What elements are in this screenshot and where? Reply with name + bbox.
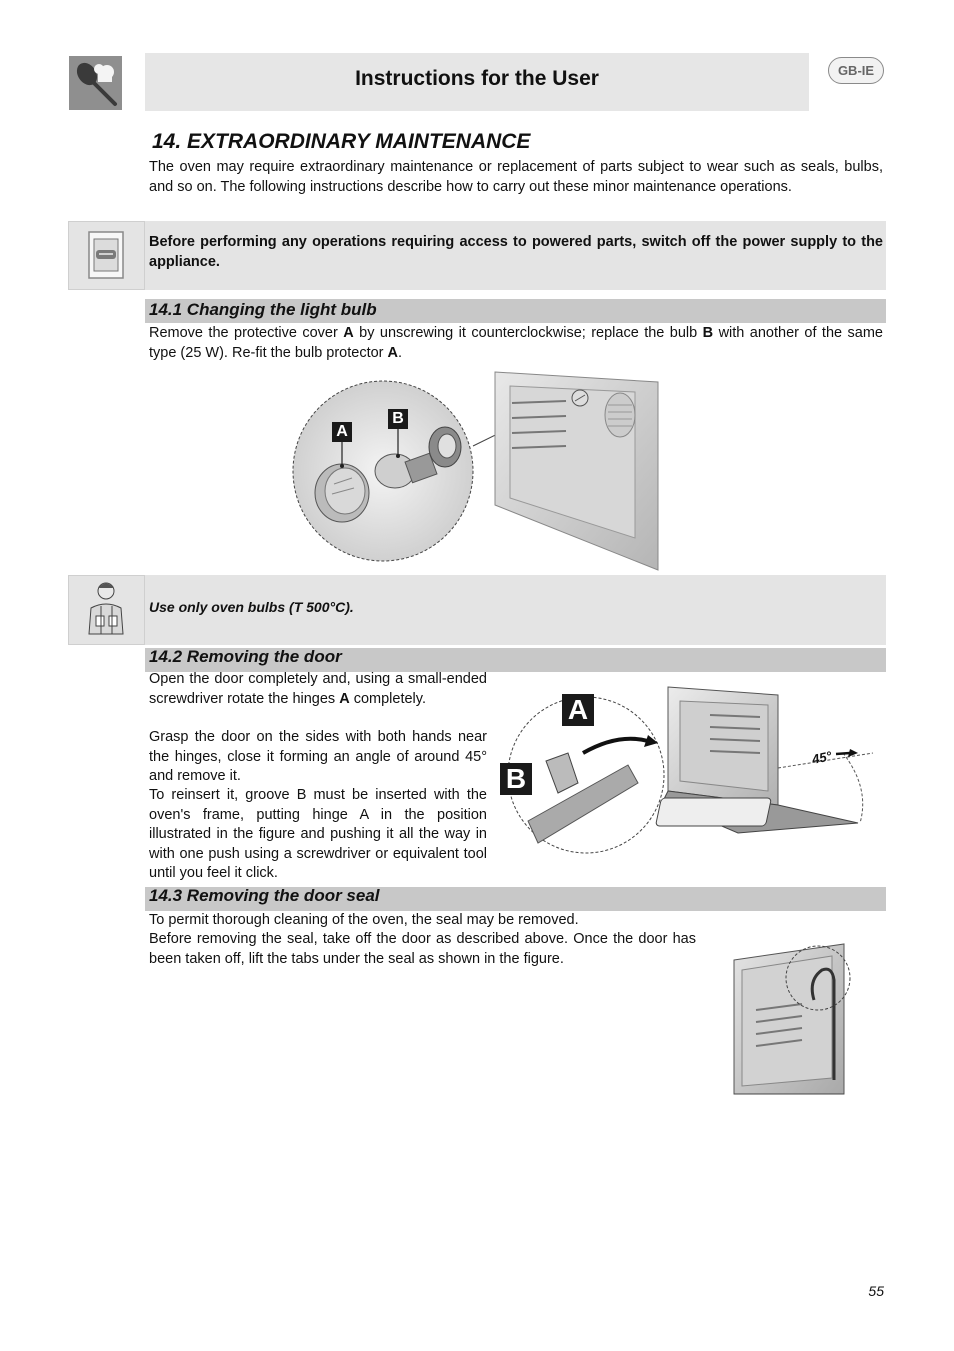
section-title-bulb: 14.1 Changing the light bulb	[149, 300, 377, 319]
door-illustration	[498, 673, 886, 873]
door-paragraph-3: To reinsert it, groove B must be inserted with the oven's frame, putting hinge A in the position illustrated in the figure and pushing it all the way in with one push using a screwdriver or equivalent tool until you feel it click.	[149, 787, 487, 881]
page-title: 14. EXTRAORDINARY MAINTENANCE	[152, 130, 531, 153]
bulb-illustration	[290, 370, 662, 572]
power-warning-text: Before performing any operations requiring access to powered parts, switch off the power supply to the appliance.	[149, 234, 883, 270]
technician-icon	[69, 576, 144, 644]
door-para1-text: Open the door completely and, using a small-ended screwdriver rotate the hinges	[149, 671, 487, 707]
intro-paragraph: The oven may require extraordinary maintenance or replacement of parts subject to wear such as seals, bulbs, and so on. The following instructions describe how to carry out these minor maintenance operations.	[149, 159, 883, 195]
door-paragraph-2: Grasp the door on the sides with both hands near the hinges, close it forming an angle of around 45° and remove it.	[149, 729, 487, 784]
bulb-text-2: by unscrewing it counterclockwise; replace the bulb	[353, 325, 703, 341]
section-title-seal: 14.3 Removing the door seal	[149, 886, 380, 905]
bulb-label-a: A	[332, 422, 352, 442]
door-hinge-a-text: A	[339, 690, 350, 707]
door-paragraph-1	[149, 670, 487, 709]
power-switch-icon	[69, 222, 144, 289]
bulb-label-b: B	[388, 409, 408, 429]
door-angle-label: 45°	[810, 748, 834, 767]
seal-illustration	[732, 940, 856, 1096]
bulb-label-b-text: B	[702, 325, 714, 341]
region-badge: GB-IE	[828, 57, 884, 84]
bulb-note-icon-box	[68, 575, 145, 645]
header-title: Instructions for the User	[355, 67, 599, 90]
bulb-instructions	[149, 324, 883, 363]
section-title-door: 14.2 Removing the door	[149, 647, 342, 666]
bulb-text-1: Remove the protective cover	[149, 325, 344, 341]
page-number: 55	[868, 1283, 884, 1299]
seal-paragraph-1: To permit thorough cleaning of the oven, the seal may be removed.	[149, 912, 579, 928]
door-para1-end: completely.	[349, 690, 426, 707]
seal-paragraph-2: Before removing the seal, take off the door as described above. Once the door has been taken off, lift the tabs under the seal as shown in the figure.	[149, 931, 696, 967]
bulb-text-4: .	[398, 344, 403, 361]
bulb-note-text: Use only oven bulbs (T 500°C).	[149, 599, 354, 615]
bulb-label-a2-text: A	[387, 344, 399, 361]
spoon-hat-icon	[69, 56, 122, 110]
chef-logo	[69, 56, 122, 110]
door-label-b: B	[500, 763, 532, 795]
bulb-text-3: with another of the same type (25 W). Re-fit the bulb protector	[149, 325, 883, 361]
bulb-label-a-text: A	[343, 325, 354, 341]
power-warning-icon-box	[68, 221, 145, 290]
door-label-a: A	[562, 694, 594, 726]
